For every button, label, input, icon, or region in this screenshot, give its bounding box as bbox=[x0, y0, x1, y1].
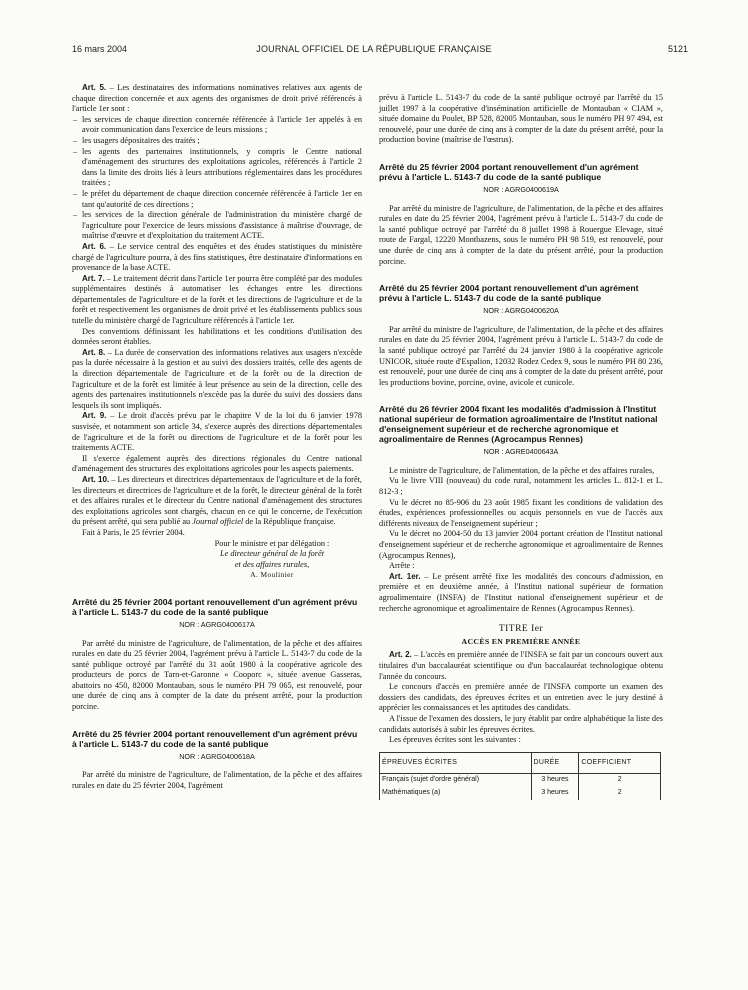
exams-table bbox=[379, 752, 661, 800]
paragraph: A l'issue de l'examen des dossiers, le jury établit par ordre alphabétique la liste des candidats autorisés à subir les épreuves écrites. bbox=[379, 713, 663, 734]
article-text: – Le présent arrêté fixe les modalités des concours d'admission, en première et en deuxième année, à l'Institut national supérieur de formation agroalimentaire (INSFA) de l'Institut national d'enseignement supérieur et de recherche agronomique et agroalimentaire de Rennes (Agrocampus Rennes). bbox=[379, 571, 664, 613]
article-text: – La durée de conservation des informations relatives aux usagers n'excède pas la durée nécessaire à la gestion et au suivi des dossiers traités, celle des agents de la direction départementale de l'agriculture et de la forêt ou de la direction de l'agriculture et de la forêt est limitée à leur présence au sein de la direction, celle des agents des partenaires institutionnels n'excède pas la durée du suivi des dossiers dans lesquels ils sont impliqués. bbox=[72, 347, 363, 410]
article-text: – Le droit d'accès prévu par le chapitre V de la loi du 6 janvier 1978 susvisée, et notamment son article 34, s'exerce auprès des directions départementales de l'agriculture et de la forêt ou directions de l'agriculture et de la forêt pour les traitements ACTE. bbox=[72, 411, 362, 453]
article-label: Art. 10. bbox=[82, 474, 110, 484]
article-text: – Le service central des enquêtes et des études statistiques du ministère chargé de l'agriculture pourra, à des fins statistiques, être destinataire d'informations en provenance de la base ACTE. bbox=[72, 241, 362, 273]
table-cell: 2 bbox=[579, 774, 661, 787]
table-header: ÉPREUVES ÉCRITES bbox=[380, 752, 532, 774]
article-9 bbox=[72, 411, 362, 453]
nor-reference: NOR : AGRG0400619A bbox=[483, 184, 559, 194]
table-header: DURÉE bbox=[531, 752, 579, 774]
article-text: – L'accès en première année de l'INSFA se fait par un concours ouvert aux titulaires d'un baccalauréat scientifique ou d'un baccalauréat technologique obtenu l'année du concours. bbox=[379, 650, 664, 681]
article-text: – Les directeurs et directrices départementaux de l'agriculture et de la forêt, les directeurs et directrices de l'agriculture et de la forêt, le directeur général de la forêt et des affaires rurales et le directeur du Centre national d'aménagement des structures des exploitations agricoles sont chargés, chacun en ce qui le concerne, de l'exécution du présent arrêté, qui sera publié au bbox=[72, 474, 363, 527]
decree-text: Par arrêté du ministre de l'agriculture, de l'alimentation, de la pêche et des affaires rurales en date du 25 février 2004, l'agrément bbox=[72, 770, 362, 790]
recipients-list bbox=[72, 115, 362, 242]
table-cell: Mathématiques (a) bbox=[380, 787, 532, 800]
decree-text: Par arrêté du ministre de l'agriculture, de l'alimentation, de la pêche et des affaires rurales en date du 25 février 2004, l'agrément prévu à l'article L. 5143-7 du code de la santé publique octroyé par l'arrêté du 31 août 1980 à la coopérative agricole des producteurs de porcs de Tarn-et-Garonne « Cooporc », située avenue Gasseras, abattoirs no 450, 82000 Montauban, sous le numéro PH 79 065, est renouvelé, pour une durée de cinq ans à compter de la date du présent arrêté, pour la production porcine. bbox=[72, 638, 362, 712]
decree-title: Arrêté du 26 février 2004 fixant les modalités d'admission à l'Institut national supérieur de formation agroalimentaire de l'Institut national d'enseignement supérieur et de recherche agronomique et agroalimentaire de Rennes (Agrocampus Rennes) bbox=[379, 404, 658, 445]
table-header-row bbox=[380, 752, 661, 774]
decree-title: Arrêté du 25 février 2004 portant renouvellement d'un agrément prévu à l'article L. 5143-7 du code de la santé publique bbox=[72, 596, 358, 617]
table-header: COEFFICIENT bbox=[579, 752, 661, 774]
signature-date: Fait à Paris, le 25 février 2004. bbox=[82, 527, 185, 537]
list-item: – les services de la direction générale de l'administration du ministère chargé de l'agriculture pour l'exercice de leurs missions d'assistance à maîtrise d'ouvrage, de maîtrise d'œuvre et d'exploitation du traitement ACTE. bbox=[72, 210, 362, 242]
paragraph: Arrête : bbox=[389, 561, 415, 571]
paragraph: Les épreuves écrites sont les suivantes : bbox=[389, 735, 521, 745]
article-8 bbox=[72, 348, 362, 412]
list-item: – les usagers dépositaires des traités ; bbox=[72, 136, 362, 147]
nor-reference: NOR : AGRG0400617A bbox=[179, 619, 255, 629]
article-7 bbox=[72, 274, 362, 327]
signature-line: et des affaires rurales, bbox=[234, 559, 310, 569]
journal-name: Journal officiel bbox=[192, 517, 244, 527]
list-item: – le préfet du département de chaque direction concernée référencée à l'article 1er en tant qu'autorité de ces directions ; bbox=[72, 189, 362, 210]
article-text: – Le traitement décrit dans l'article 1er pourra être complété par des modules supplémentaires destinés à automatiser les échanges entre les directions départementales de l'agriculture et de la forêt et les directions de l'agriculture et de la forêt et respectivement les organismes de droit privé et les établissements publics sous tutelle du ministère chargé de l'agriculture référencés à l'article 1er. bbox=[72, 273, 362, 326]
left-column bbox=[72, 83, 362, 791]
article-10 bbox=[72, 475, 362, 528]
article-5 bbox=[72, 83, 362, 115]
signature-line: Le directeur général de la forêt bbox=[219, 549, 325, 559]
nor-reference: NOR : AGRG0400618A bbox=[179, 751, 255, 761]
signature-line: Pour le ministre et par délégation : bbox=[214, 538, 330, 548]
article-2 bbox=[379, 650, 663, 682]
table-cell: 3 heures bbox=[531, 787, 579, 800]
paragraph: Le concours d'accès en première année de l'INSFA comporte un examen des dossiers des candidats, des épreuves écrites et un entretien avec le jury destiné à apprécier les connaissances et les aptitudes des candidats. bbox=[379, 682, 663, 713]
table-cell: Français (sujet d'ordre général) bbox=[380, 774, 532, 787]
article-label: Art. 6. bbox=[82, 241, 107, 251]
decree-text: Par arrêté du ministre de l'agriculture, de l'alimentation, de la pêche et des affaires rurales en date du 25 février 2004, l'agrément prévu à l'article L. 5143-7 du code de la santé publique octroyé par l'arrêté du 24 janvier 1980 à la coopérative agricole UNICOR, située route d'Espalion, 12032 Rodez Cedex 9, sous le numéro PH 80 236, est renouvelé, pour une durée de cinq ans à compter de la date du présent arrêté, pour les productions bovine, porcine, ovine, avicole et cunicole. bbox=[379, 324, 663, 387]
paragraph: Vu le décret no 85-906 du 23 août 1985 fixant les conditions de validation des études, expériences professionnelles ou acquis personnels en vue de l'accès aux différents niveaux de l'enseignement supérieur ; bbox=[379, 497, 663, 528]
paragraph: Vu le décret no 2004-50 du 13 janvier 2004 portant création de l'Institut national d'enseignement supérieur et de recherche agronomique et agroalimentaire de Rennes (Agrocampus Rennes), bbox=[379, 529, 663, 560]
article-label: Art. 5. bbox=[82, 83, 107, 92]
table-row bbox=[380, 774, 661, 787]
table-cell: 3 heures bbox=[531, 774, 579, 787]
article-label: Art. 2. bbox=[389, 650, 412, 660]
decree-title: Arrêté du 25 février 2004 portant renouvellement d'un agrément prévu à l'article L. 5143-7 du code de la santé publique bbox=[72, 728, 358, 749]
decree-text: Par arrêté du ministre de l'agriculture, de l'alimentation, de la pêche et des affaires rurales en date du 25 février 2004, l'agrément prévu à l'article L. 5143-7 du code de la santé publique octroyé par l'arrêté du 8 juillet 1998 à Rouergue Elevage, situé route de Fargal, 12220 Montbazens, sous le numéro PH 98 519, est renouvelé, pour une durée de cinq ans à compter de la date du présent arrêté, pour la production porcine. bbox=[379, 203, 663, 266]
decree-title: Arrêté du 25 février 2004 portant renouvellement d'un agrément prévu à l'article L. 5143-7 du code de la santé publique bbox=[379, 161, 639, 182]
decree-title: Arrêté du 25 février 2004 portant renouvellement d'un agrément prévu à l'article L. 5143-7 du code de la santé publique bbox=[379, 283, 639, 304]
page-number: 5121 bbox=[667, 44, 688, 54]
article-1 bbox=[379, 572, 663, 614]
article-6 bbox=[72, 242, 362, 274]
section-title: TITRE Ier bbox=[498, 624, 544, 635]
table-row bbox=[380, 787, 661, 800]
nor-reference: NOR : AGRG0400620A bbox=[483, 306, 559, 316]
list-item: – les services de chaque direction concernée référencée à l'article 1er appelés à en avoir communication dans l'exercice de leurs missions ; bbox=[72, 115, 362, 136]
table-cell: 2 bbox=[579, 787, 661, 800]
header-date: 16 mars 2004 bbox=[72, 44, 128, 54]
header-title: JOURNAL OFFICIEL DE LA RÉPUBLIQUE FRANÇAISE bbox=[256, 44, 492, 54]
article-label: Art. 9. bbox=[82, 411, 107, 421]
right-column bbox=[379, 93, 663, 800]
article-label: Art. 1er. bbox=[389, 571, 421, 581]
paragraph: Il s'exerce également auprès des directions régionales du Centre national d'aménagement des structures des exploitations agricoles pour les aspects paiements. bbox=[72, 453, 362, 474]
paragraph: Des conventions définissant les habilitations et les conditions d'utilisation des données seront établies. bbox=[72, 326, 362, 347]
article-text: – Les destinataires des informations nominatives relatives aux agents de chaque direction concernée et aux agents des organismes de droit privé référencés à l'article 1er sont : bbox=[72, 83, 363, 114]
signature-block bbox=[182, 539, 362, 581]
article-text-end: de la République française. bbox=[243, 517, 336, 527]
signatory-name: A. Moulinier bbox=[250, 570, 294, 580]
decree-text-continued: prévu à l'article L. 5143-7 du code de la santé publique octroyé par l'arrêté du 15 juillet 1997 à la coopérative d'insémination artificielle de Montauban « CIAM », située domaine du Poulet, BP 528, 82005 Montauban, sous le numéro PH 97 494, est renouvelé, pour une durée de cinq ans à compter de la date du présent arrêté, pour la production bovine (maîtrise de l'œstrus). bbox=[379, 93, 663, 145]
list-item: – les agents des partenaires institutionnels, y compris le Centre national d'aménagement des structures des exploitations agricoles, référencés à l'article 2 dans la limite des droits liés à leurs attributions réglementaires dans les procédures traitées ; bbox=[72, 147, 362, 189]
article-label: Art. 7. bbox=[82, 273, 105, 283]
paragraph: Vu le livre VIII (nouveau) du code rural, notamment les articles L. 812-1 et L. 812-3 ; bbox=[379, 476, 663, 497]
section-subtitle: ACCÈS EN PREMIÈRE ANNÉE bbox=[461, 636, 581, 646]
nor-reference: NOR : AGRE0400643A bbox=[483, 447, 559, 457]
article-label: Art. 8. bbox=[82, 347, 106, 357]
paragraph: Le ministre de l'agriculture, de l'alimentation, de la pêche et des affaires rurales, bbox=[389, 465, 655, 475]
